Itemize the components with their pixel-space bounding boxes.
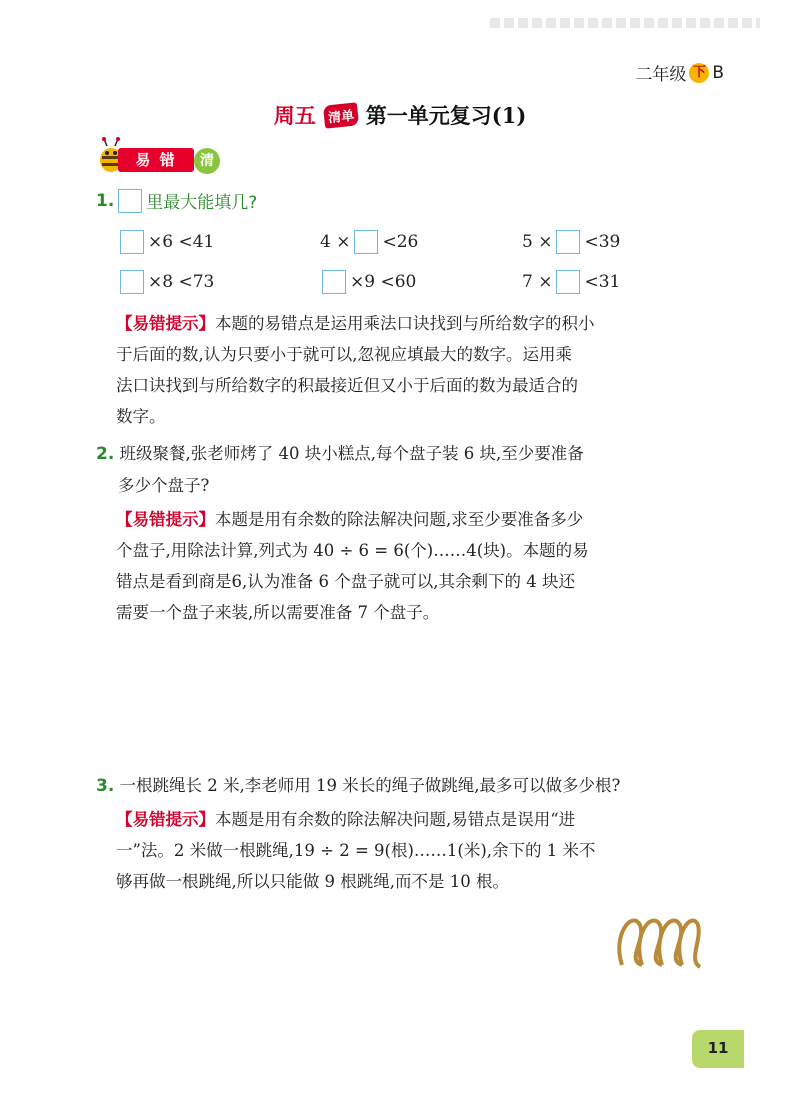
q1-item-4 xyxy=(120,270,214,294)
tip-line: 【易错提示】本题的易错点是运用乘法口诀找到与所给数字的积小 xyxy=(116,314,595,333)
q1-item-1 xyxy=(120,230,214,254)
answer-box-sample xyxy=(118,189,142,213)
grade-suffix: B xyxy=(712,62,724,83)
tip-label: 【易错提示】 xyxy=(116,314,215,333)
q3-question: 3. 一根跳绳长 2 米,李老师用 19 米长的绳子做跳绳,最多可以做多少根? xyxy=(96,776,621,796)
q1-expr: ×8 <73 xyxy=(148,272,215,292)
answer-box[interactable] xyxy=(120,230,144,254)
tip-line: 数字。 xyxy=(116,407,166,426)
q3-number: 3. xyxy=(96,776,115,796)
q2-tip xyxy=(116,504,716,628)
tip-line: 够再做一根跳绳,所以只能做 9 根跳绳,而不是 10 根。 xyxy=(116,872,509,891)
grade-label xyxy=(635,60,724,85)
tip-line: 法口诀找到与所给数字的积最接近但又小于后面的数为最适合的 xyxy=(116,376,578,395)
tip-line: 【易错提示】本题是用有余数的除法解决问题,求至少要准备多少 xyxy=(116,510,584,529)
q1-expr-right: <26 xyxy=(382,232,419,252)
q1-expr-right: <31 xyxy=(584,272,621,292)
answer-box[interactable] xyxy=(354,230,378,254)
page-title xyxy=(0,100,800,130)
q2-number: 2. xyxy=(96,444,115,464)
answer-box[interactable] xyxy=(556,270,580,294)
tip-line: 需要一个盘子来装,所以需要准备 7 个盘子。 xyxy=(116,603,440,622)
q1-expr-right: <39 xyxy=(584,232,621,252)
answer-box[interactable] xyxy=(556,230,580,254)
q1-item-6 xyxy=(522,270,620,294)
q1-number: 1. xyxy=(96,190,115,211)
grade-prefix: 二年级 xyxy=(635,65,687,85)
tip-line: 【易错提示】本题是用有余数的除法解决问题,易错点是误用“进 xyxy=(116,810,576,829)
answer-box[interactable] xyxy=(322,270,346,294)
q3-tip xyxy=(116,804,716,897)
grade-badge: 下 xyxy=(689,63,709,83)
tip-line: 个盘子,用除法计算,列式为 40 ÷ 6 = 6(个)……4(块)。本题的易 xyxy=(116,541,589,560)
q1-expr: ×6 <41 xyxy=(148,232,215,252)
q1-expr: ×9 <60 xyxy=(350,272,417,292)
tip-label: 【易错提示】 xyxy=(116,810,215,829)
title-unit: 第一单元复习(1) xyxy=(365,103,527,128)
q1-item-3 xyxy=(522,230,620,254)
banner-label: 易 错 xyxy=(118,148,194,172)
banner-badge: 清 xyxy=(194,148,220,174)
section-banner xyxy=(96,136,226,176)
tip-label: 【易错提示】 xyxy=(116,510,215,529)
q1-prompt: 里最大能填几? xyxy=(146,193,258,213)
q1-item-5 xyxy=(322,270,416,294)
q1-tip xyxy=(116,308,716,432)
q2-question: 2. 班级聚餐,张老师烤了 40 块小糕点,每个盘子装 6 块,至少要准备 多少个盘子? xyxy=(96,444,584,495)
q1-item-2 xyxy=(320,230,418,254)
title-day: 周五 xyxy=(273,104,316,128)
answer-box[interactable] xyxy=(120,270,144,294)
tip-line: 于后面的数,认为只要小于就可以,忽视应填最大的数字。运用乘 xyxy=(116,345,572,364)
title-badge: 清单 xyxy=(323,102,359,128)
q1-header xyxy=(96,188,257,213)
tip-line: 错点是看到商是6,认为准备 6 个盘子就可以,其余剩下的 4 块还 xyxy=(116,572,575,591)
jump-rope-icon xyxy=(612,905,704,971)
q1-expr-left: 7 × xyxy=(522,272,553,292)
q1-expr-left: 4 × xyxy=(320,232,351,252)
header-decoration xyxy=(490,18,760,28)
q1-expr-left: 5 × xyxy=(522,232,553,252)
page-number: 11 xyxy=(692,1030,744,1068)
tip-line: 一”法。2 米做一根跳绳,19 ÷ 2 = 9(根)……1(米),余下的 1 米不 xyxy=(116,841,596,860)
